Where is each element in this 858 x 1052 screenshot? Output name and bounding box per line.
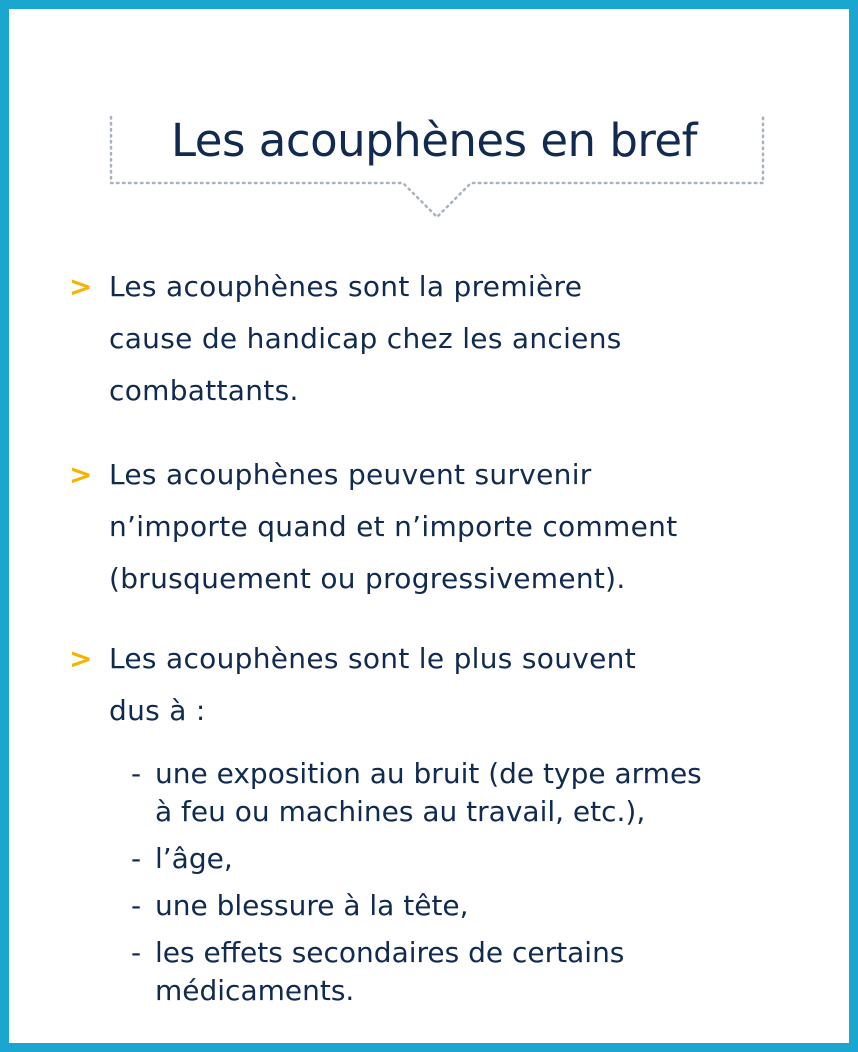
bullet-text <box>109 261 809 417</box>
page-title: Les acouphènes en bref <box>171 114 697 167</box>
chevron-right-icon: > <box>69 642 93 675</box>
cause-text <box>155 840 821 878</box>
bullet-text <box>109 449 809 605</box>
cause-text <box>155 887 821 925</box>
bullet-line: Les acouphènes sont la première <box>109 270 583 303</box>
bullet-line: cause de handicap chez les anciens <box>109 322 622 355</box>
chevron-right-icon: > <box>69 270 93 303</box>
cause-item <box>131 755 821 831</box>
bullet-line: (brusquement ou progressivement). <box>109 562 626 595</box>
cause-line: l’âge, <box>155 842 233 875</box>
cause-line: les effets secondaires de certains <box>155 936 625 969</box>
cause-line: une blessure à la tête, <box>155 889 469 922</box>
cause-item <box>131 840 821 878</box>
dash-marker: - <box>131 936 142 969</box>
cause-item <box>131 887 821 925</box>
bullet-text <box>109 633 809 737</box>
cause-text <box>155 934 821 1010</box>
title-box <box>101 105 767 223</box>
bullet-line: n’importe quand et n’importe comment <box>109 510 678 543</box>
bullet-item-1 <box>69 261 809 417</box>
dash-marker: - <box>131 842 142 875</box>
cause-line: à feu ou machines au travail, etc.), <box>155 795 646 828</box>
bullet-item-3 <box>69 633 809 737</box>
cause-item <box>131 934 821 1010</box>
dash-marker: - <box>131 757 142 790</box>
bullet-line: combattants. <box>109 374 299 407</box>
bullet-line: Les acouphènes peuvent survenir <box>109 458 592 491</box>
cause-text <box>155 755 821 831</box>
chevron-right-icon: > <box>69 458 93 491</box>
cause-list <box>131 755 821 1019</box>
cause-line: une exposition au bruit (de type armes <box>155 757 702 790</box>
bullet-line: dus à : <box>109 694 206 727</box>
bullet-item-2 <box>69 449 809 605</box>
bullet-line: Les acouphènes sont le plus souvent <box>109 642 636 675</box>
cause-line: médicaments. <box>155 974 355 1007</box>
dash-marker: - <box>131 889 142 922</box>
